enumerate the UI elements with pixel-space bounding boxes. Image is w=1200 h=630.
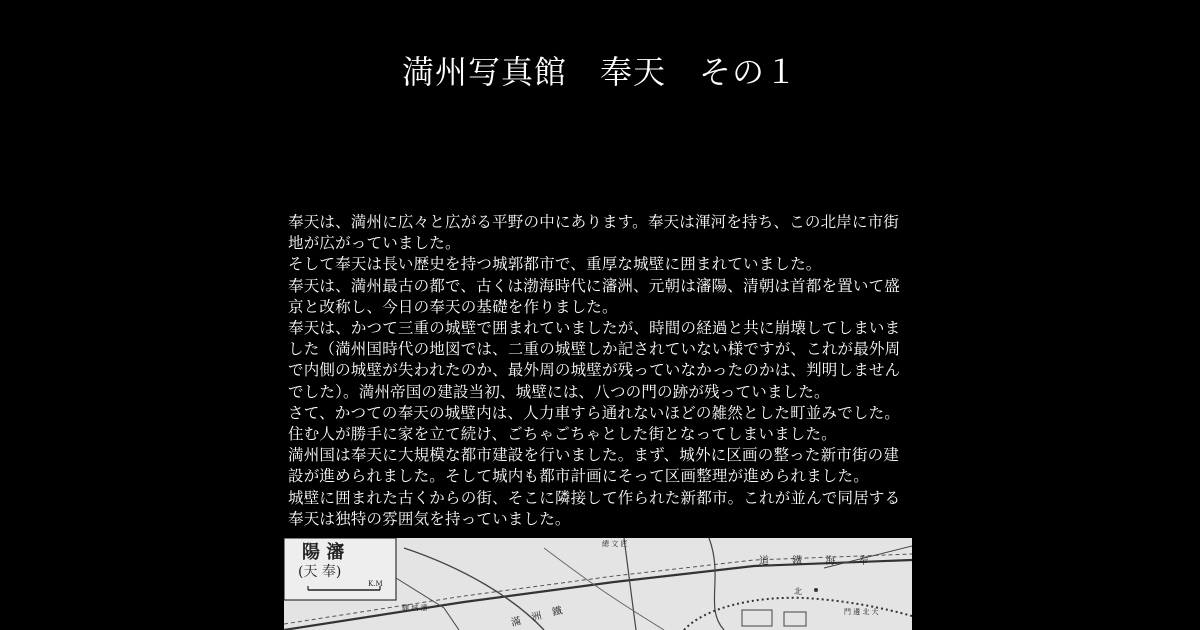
map-label-railway: 道 鐵 海 奉: [759, 556, 879, 567]
article-paragraph: 満州国は奉天に大規模な都市建設を行いました。まず、城外に区画の整った新市街の建設が進められました。そして城内も都市計画にそって区画整理が進められました。: [288, 446, 900, 486]
article-body: [288, 212, 912, 530]
map-scale-unit: K.M: [368, 580, 383, 588]
article-paragraph: 奉天は、満州最古の都で、古くは渤海時代に瀋洲、元朝は瀋陽、清朝は首都を置いて盛京と改称し、今日の奉天の基礎を作りました。: [288, 276, 900, 316]
map-label-manchuria: 滿 洲 鐵: [510, 604, 568, 629]
map-building: [784, 612, 806, 626]
page-title: 満州写真館 奉天 その１: [401, 53, 798, 91]
article-paragraph: 城壁に囲まれた古くからの街、そこに隣接して作られた新都市。これが並んで同居する奉天は独特の雰囲気を持っていました。: [288, 488, 901, 528]
map-building: [742, 610, 772, 626]
article-paragraph: そして奉天は長い歴史を持つ城郭都市で、重厚な城壁に囲まれていました。: [288, 255, 822, 274]
map-title-main: 陽 瀋: [302, 542, 345, 563]
map-label-north: 北: [794, 587, 802, 596]
map-label-station: 驛 城 瀋: [402, 604, 428, 612]
article-paragraph: さて、かつての奉天の城壁内は、人力車すら通れないほどの雑然とした町並みでした。住む人が勝手に家を立て続け、ごちゃごちゃとした街となってしまいました。: [288, 403, 900, 444]
map-label-top: 總 文 匠: [602, 540, 628, 548]
article-paragraph: 奉天は、満州に広々と広がる平野の中にあります。奉天は渾河を持ち、この北岸に市街地が広がっていました。: [288, 213, 900, 253]
map-label-gate: 門 邊 北 大: [844, 608, 879, 616]
map-title-sub: (天 奉): [298, 564, 342, 580]
shenyang-map-image: [284, 538, 912, 630]
article-paragraph: 奉天は、かつて三重の城壁で囲まれていましたが、時間の経過と共に崩壊してしまいました（満州国時代の地図では、二重の城壁しか記されていない様ですが、これが最外周で内側の城壁が失われたのか、最外周の城壁が残っていなかったのかは、判明しませんでした）。満州帝国の建設当初、城壁には、八つの門の跡が残っていました。: [288, 319, 901, 401]
map-marker: [814, 588, 818, 592]
road-line: [624, 538, 636, 630]
road-line: [709, 538, 724, 630]
map-drawing: [284, 538, 912, 630]
